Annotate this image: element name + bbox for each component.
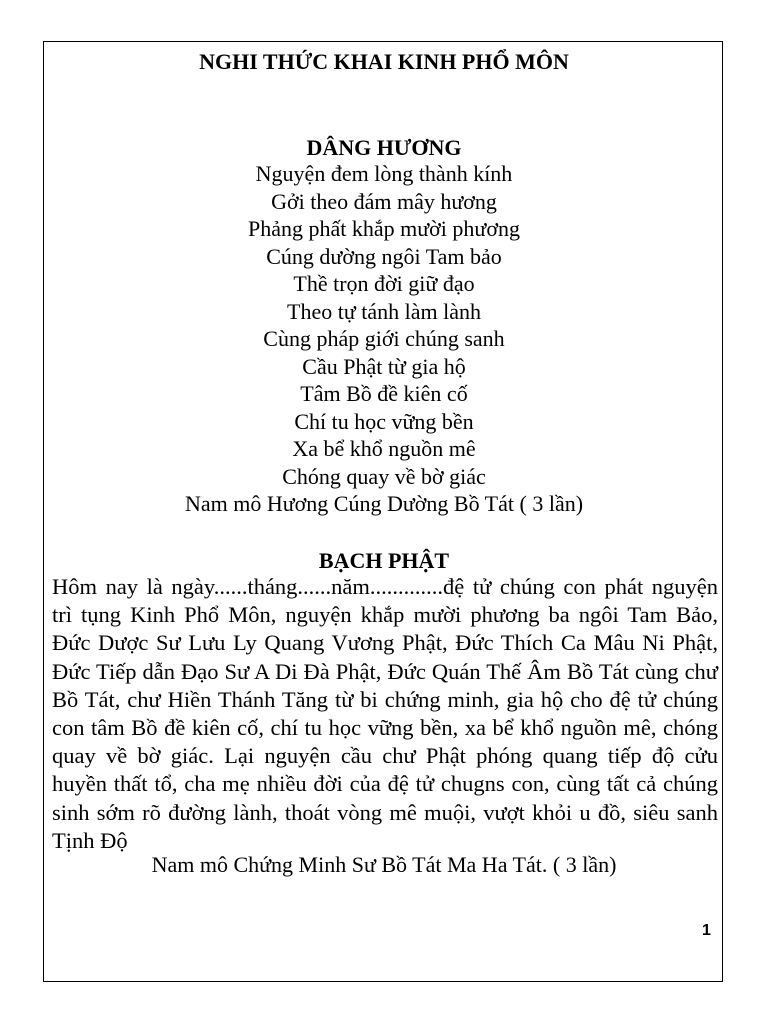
verse-line: Chóng quay về bờ giác — [282, 463, 486, 489]
section-heading-bach-phat: BẠCH PHẬT — [318, 548, 450, 573]
closing-invocation: Nam mô Chứng Minh Sư Bồ Tát Ma Ha Tát. ( 3 lần) — [151, 852, 617, 877]
verse-line: Theo tự tánh làm lành — [287, 298, 481, 324]
verse-line: Cúng dường ngôi Tam bảo — [266, 243, 502, 269]
verse-line: Gởi theo đám mây hương — [271, 188, 497, 214]
verse-line: Xa bể khổ nguồn mê — [292, 436, 476, 461]
verse-line: Nguyện đem lòng thành kính — [255, 161, 513, 186]
verse-line: Tâm Bồ đề kiên cố — [300, 381, 468, 406]
verse-list — [0, 160, 768, 518]
verse-line: Thề trọn đời giữ đạo — [293, 271, 475, 296]
verse-line: Phảng phất khắp mười phương — [248, 216, 520, 241]
section-heading-dang-huong: DÂNG HƯƠNG — [306, 135, 462, 160]
document-title: NGHI THỨC KHAI KINH PHỔ MÔN — [199, 49, 569, 74]
verse-line: Cầu Phật từ gia hộ — [302, 353, 466, 379]
page-number: 1 — [702, 922, 711, 939]
verse-line: Cùng pháp giới chúng sanh — [263, 326, 505, 351]
verse-closing-line: Nam mô Hương Cúng Dường Bồ Tát ( 3 lần) — [184, 491, 584, 516]
verse-line: Chí tu học vững bền — [294, 408, 474, 434]
body-paragraph: Hôm nay là ngày......tháng......năm.............đệ tử chúng con phát nguyện trì tụng Kinh Phổ Môn, nguyện khắp mười phương ba ngôi Tam Bảo, Đức Dược Sư Lưu Ly Quang Vương Phật, Đức Thích Ca Mâu Ni Phật, Đức Tiếp dẫn Đạo Sư A Di Đà Phật, Đức Quán Thế Âm Bồ Tát cùng chư Bồ Tát, chư Hiền Thánh Tăng từ bi chứng minh, gia hộ cho đệ tử chúng con tâm Bồ đề kiên cố, chí tu học vững bền, xa bể khổ nguồn mê, chóng quay về bờ giác. Lại nguyện cầu chư Phật phóng quang tiếp độ cửu huyền thất tổ, cha mẹ nhiều đời của đệ tử chugns con, cùng tất cả chúng sinh sớm rõ đường lành, thoát vòng mê muội, vượt khỏi u đồ, siêu sanh Tịnh Độ — [52, 574, 718, 853]
